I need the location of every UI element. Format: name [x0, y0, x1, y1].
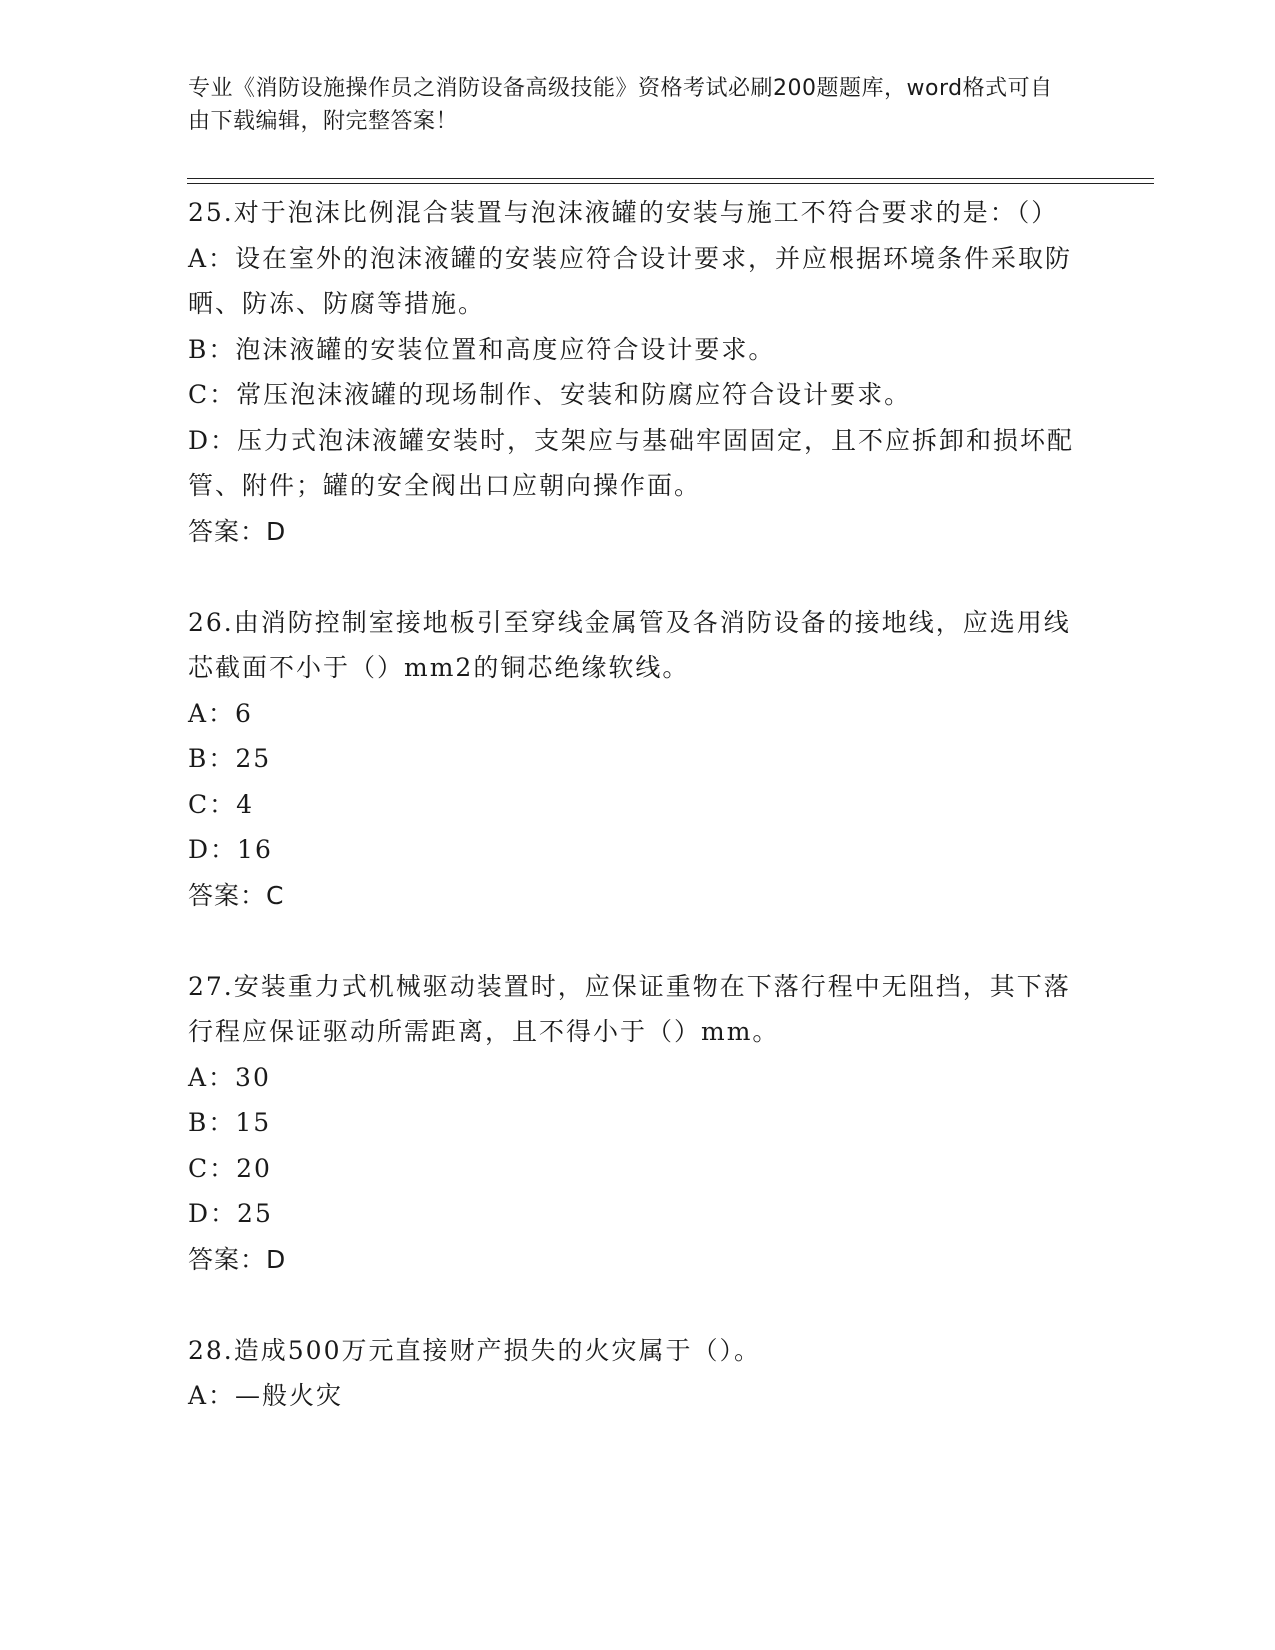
option-c: C：常压泡沫液罐的现场制作、安装和防腐应符合设计要求。	[188, 380, 912, 409]
header-divider-bottom	[187, 183, 1154, 184]
document-header: 专业《消防设施操作员之消防设备高级技能》资格考试必刷200题题库，word格式可自由下载编辑，附完整答案！	[188, 76, 1053, 134]
option-c: C：20	[188, 1153, 272, 1183]
question-28	[188, 1328, 1088, 1419]
answer: 答案：D	[188, 516, 287, 546]
option-b: B：泡沫液罐的安装位置和高度应符合设计要求。	[188, 334, 776, 364]
question-stem: 25.对于泡沫比例混合装置与泡沫液罐的安装与施工不符合要求的是：（）	[188, 198, 1059, 227]
option-b: B：15	[188, 1108, 272, 1137]
option-d: D：压力式泡沫液罐安装时，支架应与基础牢固固定，且不应拆卸和损坏配管、附件；罐的安全阀出口应朝向操作面。	[188, 425, 1075, 500]
option-b: B：25	[188, 744, 272, 773]
question-27	[188, 964, 1088, 1283]
option-a: A：6	[188, 698, 253, 728]
answer: 答案：C	[188, 880, 285, 910]
question-list	[188, 190, 1088, 1419]
header-divider-top	[187, 178, 1154, 179]
option-a: A：30	[188, 1062, 271, 1092]
question-stem: 28.造成500万元直接财产损失的火灾属于（）。	[188, 1335, 761, 1365]
option-c: C：4	[188, 789, 255, 819]
option-d: D：25	[188, 1199, 273, 1228]
question-stem: 26.由消防控制室接地板引至穿线金属管及各消防设备的接地线，应选用线芯截面不小于（）mm2的铜芯绝缘软线。	[188, 607, 1071, 682]
option-d: D：16	[188, 835, 273, 864]
question-stem: 27.安装重力式机械驱动装置时，应保证重物在下落行程中无阻挡，其下落行程应保证驱动所需距离，且不得小于（）mm。	[188, 971, 1071, 1046]
answer: 答案：D	[188, 1244, 287, 1274]
option-a: A：设在室外的泡沫液罐的安装应符合设计要求，并应根据环境条件采取防晒、防冻、防腐等措施。	[188, 243, 1073, 318]
option-a: A：—般火灾	[188, 1381, 344, 1410]
question-26	[188, 600, 1088, 919]
question-25	[188, 190, 1088, 554]
